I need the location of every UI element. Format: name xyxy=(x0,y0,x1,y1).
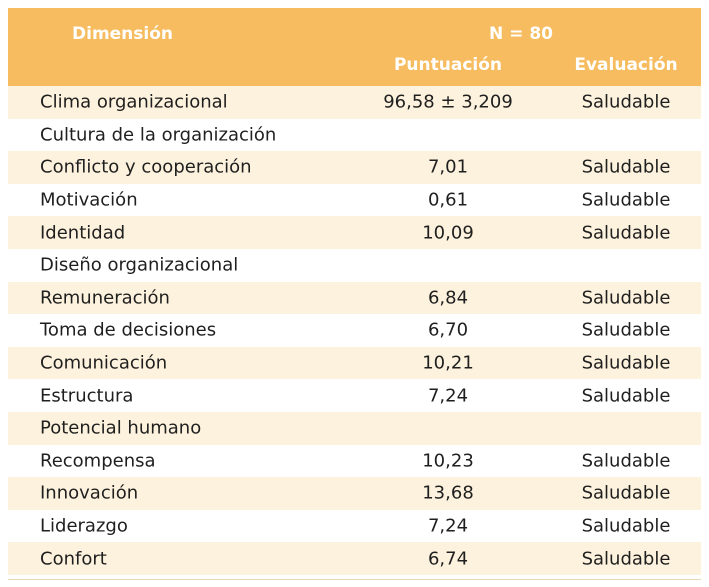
row-evaluation: Saludable xyxy=(581,450,671,472)
row-evaluation: Saludable xyxy=(581,189,671,211)
table-body xyxy=(8,86,701,575)
row-dimension: Confort xyxy=(40,548,107,570)
row-dimension: Innovación xyxy=(40,482,139,504)
row-dimension: Estructura xyxy=(40,385,134,407)
table-header xyxy=(8,8,701,86)
row-dimension: Toma de decisiones xyxy=(40,319,217,341)
row-evaluation: Saludable xyxy=(581,385,671,407)
table-row xyxy=(8,542,701,575)
row-score: 6,70 xyxy=(427,319,469,341)
row-dimension: Recompensa xyxy=(40,450,156,472)
row-score: 10,23 xyxy=(422,450,474,472)
table-row xyxy=(8,314,701,347)
table-row xyxy=(8,151,701,184)
row-evaluation: Saludable xyxy=(581,319,671,341)
row-evaluation: Saludable xyxy=(581,352,671,374)
row-dimension: Clima organizacional xyxy=(40,91,228,113)
row-evaluation: Saludable xyxy=(581,515,671,537)
table-row xyxy=(8,249,701,282)
row-score: 0,61 xyxy=(427,189,469,211)
header-dimension: Dimensión xyxy=(72,24,174,44)
table-row xyxy=(8,477,701,510)
row-score: 13,68 xyxy=(422,482,474,504)
row-score: 7,24 xyxy=(427,515,469,537)
row-score: 10,21 xyxy=(422,352,474,374)
table-row xyxy=(8,379,701,412)
results-table xyxy=(8,8,701,580)
row-dimension: Diseño organizacional xyxy=(40,254,239,276)
row-score: 6,84 xyxy=(427,287,469,309)
table-bottom-border xyxy=(8,579,701,580)
row-dimension: Remuneración xyxy=(40,287,170,309)
row-evaluation: Saludable xyxy=(581,222,671,244)
table-row xyxy=(8,445,701,478)
row-dimension: Potencial humano xyxy=(40,417,202,439)
table-row xyxy=(8,412,701,445)
row-evaluation: Saludable xyxy=(581,91,671,113)
row-evaluation: Saludable xyxy=(581,287,671,309)
row-score: 7,24 xyxy=(427,385,469,407)
row-evaluation: Saludable xyxy=(581,482,671,504)
row-dimension: Conflicto y cooperación xyxy=(40,156,252,178)
row-score: 10,09 xyxy=(422,222,474,244)
table-row xyxy=(8,86,701,119)
header-sample-size: N = 80 xyxy=(489,24,553,44)
table-row xyxy=(8,510,701,543)
row-score: 7,01 xyxy=(427,156,469,178)
row-dimension: Motivación xyxy=(40,189,138,211)
row-evaluation: Saludable xyxy=(581,156,671,178)
table-row xyxy=(8,216,701,249)
header-evaluation: Evaluación xyxy=(574,55,678,75)
table-row xyxy=(8,119,701,152)
row-score: 96,58 ± 3,209 xyxy=(383,91,513,113)
table-row xyxy=(8,347,701,380)
row-dimension: Cultura de la organización xyxy=(40,124,277,146)
row-evaluation: Saludable xyxy=(581,548,671,570)
row-score: 6,74 xyxy=(427,548,469,570)
header-score: Puntuación xyxy=(393,55,503,75)
row-dimension: Liderazgo xyxy=(40,515,128,537)
row-dimension: Identidad xyxy=(40,222,126,244)
table-row xyxy=(8,184,701,217)
row-dimension: Comunicación xyxy=(40,352,168,374)
table-row xyxy=(8,282,701,315)
